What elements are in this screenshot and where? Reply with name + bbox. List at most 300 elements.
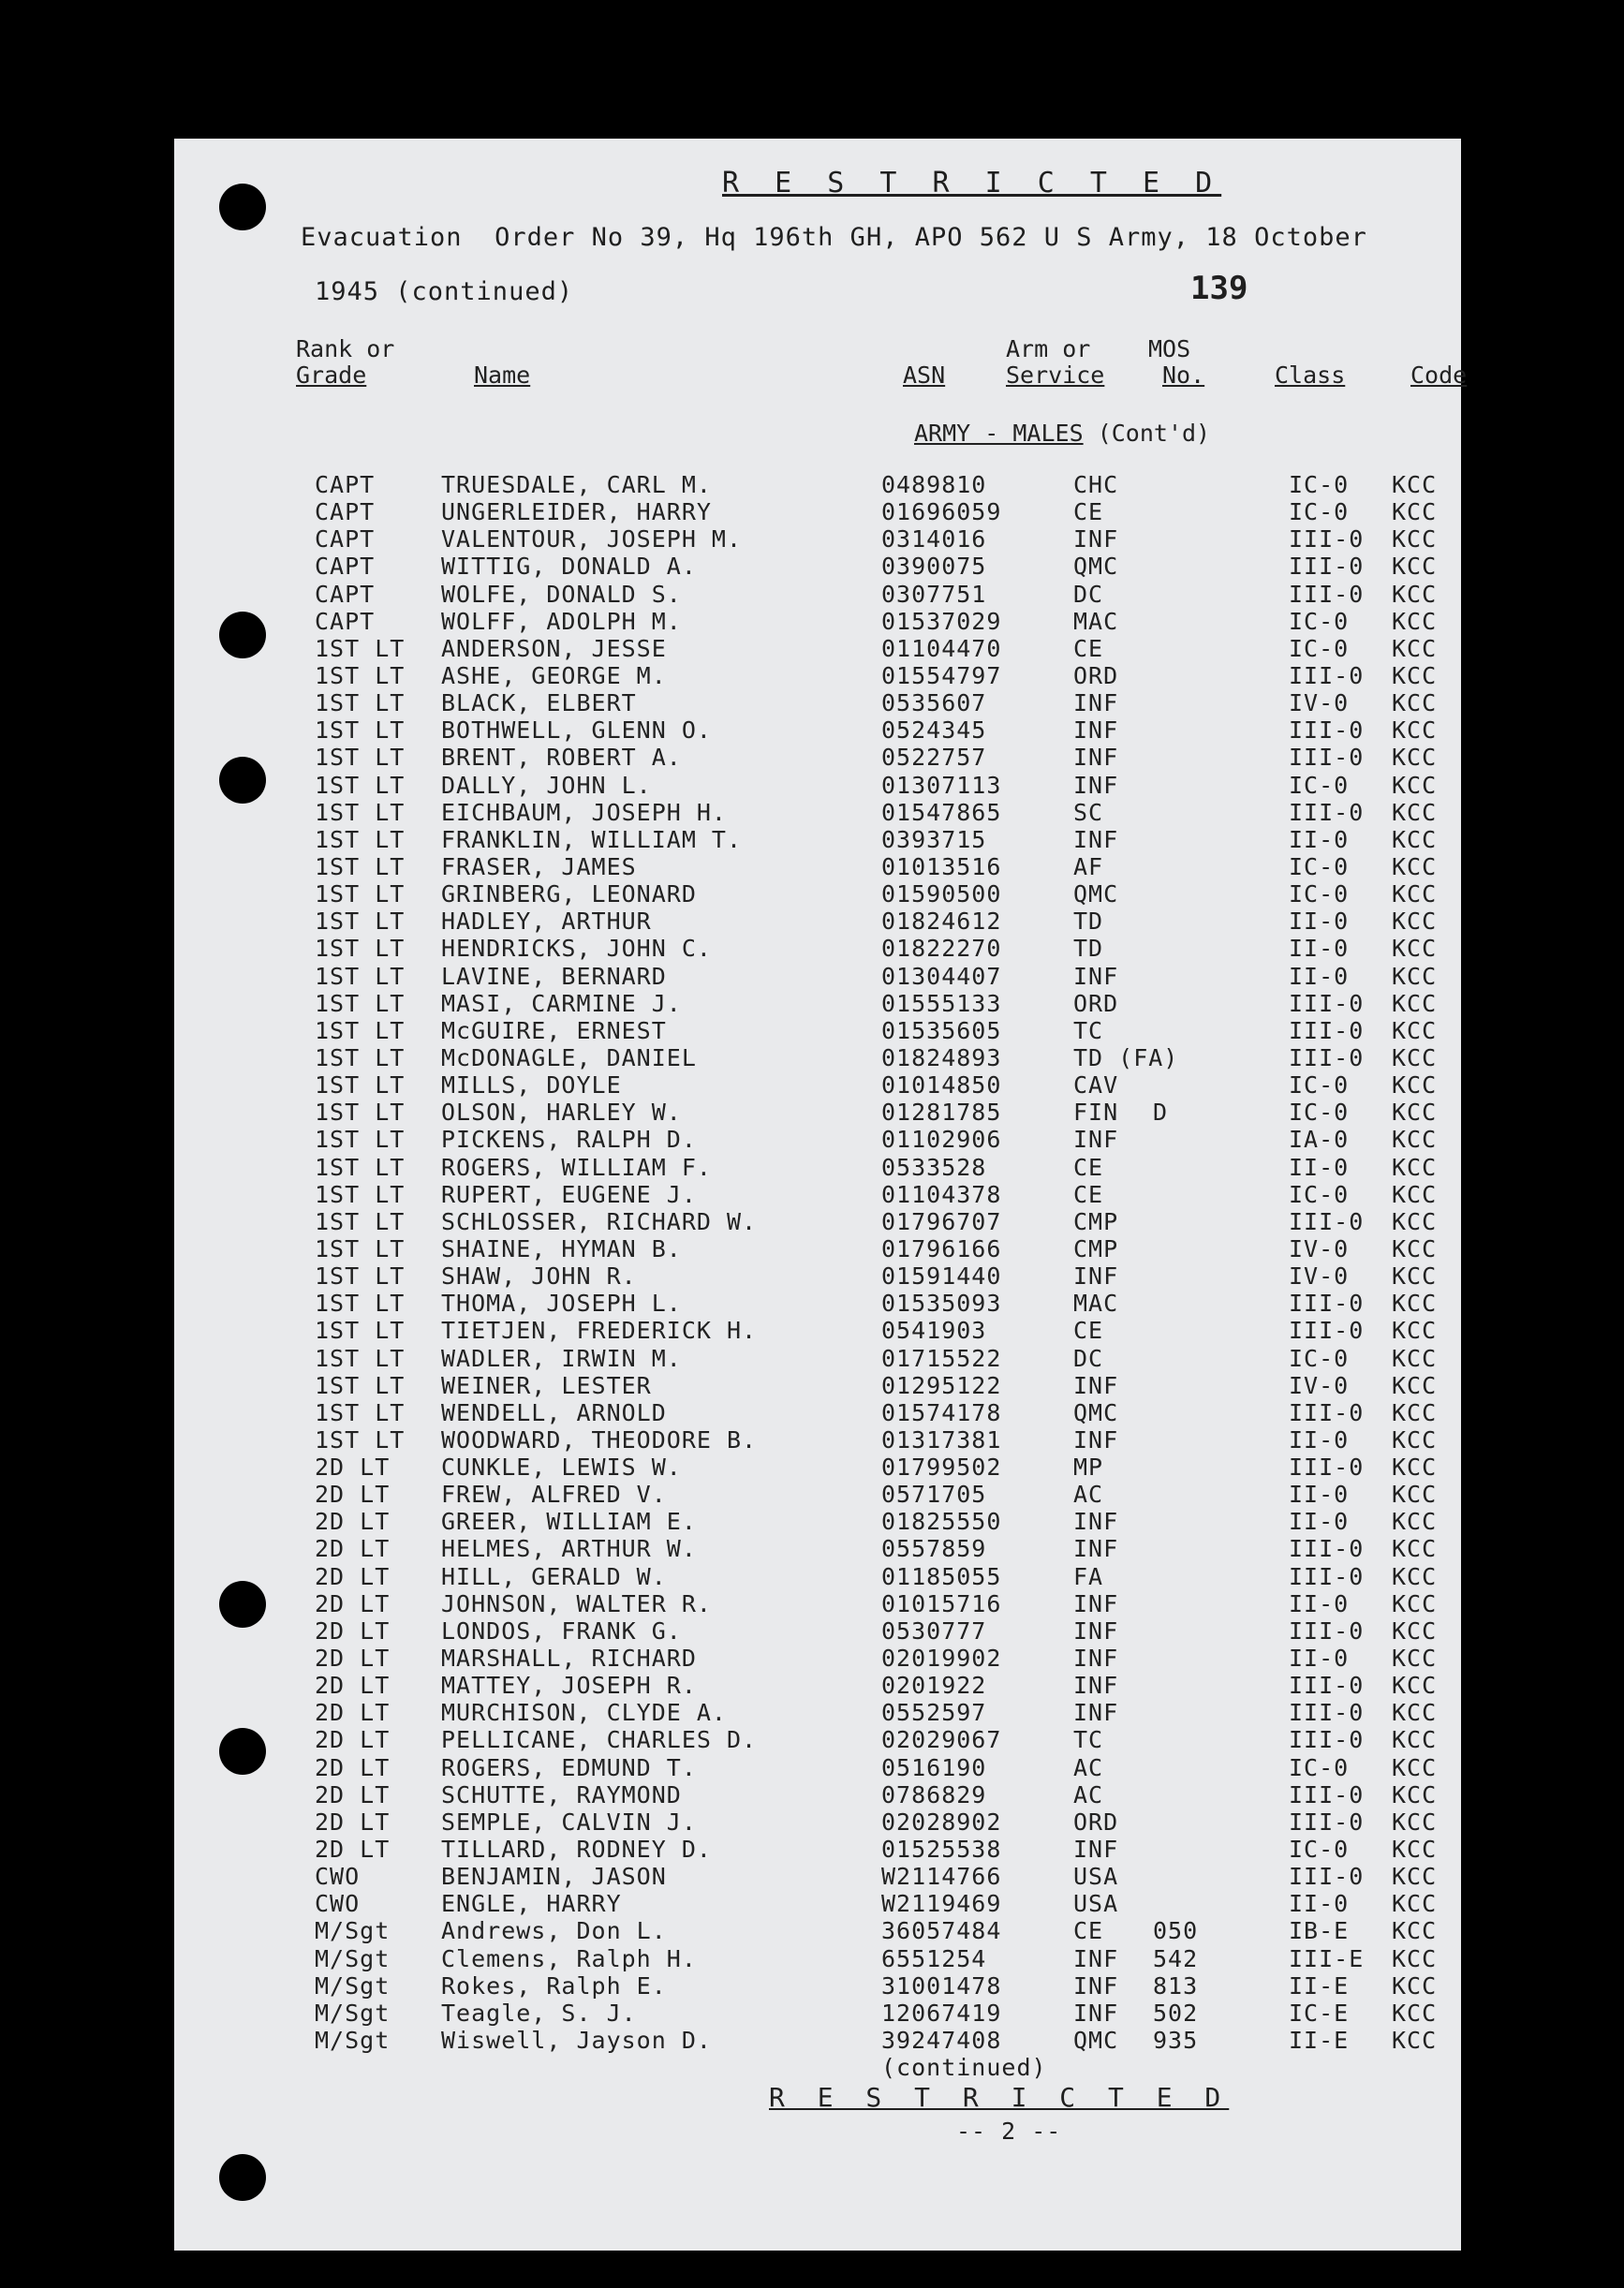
cell-class: II-0 [1289, 1890, 1350, 1918]
cell-code: KCC [1392, 1398, 1438, 1426]
cell-class: III-0 [1289, 1780, 1365, 1808]
cell-asn: 01104470 [881, 634, 1002, 662]
roster-table [174, 471, 1461, 2054]
cell-code: KCC [1392, 1890, 1438, 1918]
cell-asn: 39247408 [881, 2027, 1002, 2055]
cell-code: KCC [1392, 989, 1438, 1017]
table-row [174, 880, 1461, 908]
cell-arm: INF [1073, 1508, 1119, 1536]
cell-name: Clemens, Ralph H. [441, 1944, 697, 1972]
table-row [174, 1726, 1461, 1753]
cell-class: III-0 [1289, 580, 1365, 608]
cell-class: IC-0 [1289, 1180, 1350, 1208]
cell-class: IC-0 [1289, 852, 1350, 880]
cell-class: III-0 [1289, 1016, 1365, 1044]
table-row [174, 1508, 1461, 1535]
cell-rank: 1ST LT [315, 798, 406, 826]
table-row [174, 1590, 1461, 1617]
cell-asn: 01696059 [881, 498, 1002, 526]
cell-code: KCC [1392, 553, 1438, 581]
table-row [174, 1672, 1461, 1699]
cell-arm: INF [1073, 1371, 1119, 1399]
cell-rank: 2D LT [315, 1726, 391, 1754]
table-row [174, 935, 1461, 962]
cell-name: HENDRICKS, JOHN C. [441, 935, 712, 963]
cell-name: GRINBERG, LEONARD [441, 880, 697, 908]
header-name: Name [474, 362, 531, 389]
continued-note: (continued) [881, 2054, 1047, 2081]
cell-name: LAVINE, BERNARD [441, 962, 667, 990]
cell-mos: 542 [1153, 1944, 1199, 1972]
cell-asn: 0535607 [881, 689, 987, 717]
cell-name: RUPERT, EUGENE J. [441, 1180, 697, 1208]
cell-name: SCHUTTE, RAYMOND [441, 1780, 682, 1808]
header-class: Class [1275, 362, 1346, 389]
cell-code: KCC [1392, 1234, 1438, 1262]
cell-name: ROGERS, WILLIAM F. [441, 1153, 712, 1181]
cell-arm: INF [1073, 1999, 1119, 2027]
cell-class: III-0 [1289, 1699, 1365, 1727]
cell-code: KCC [1392, 2027, 1438, 2055]
cell-asn: 01574178 [881, 1398, 1002, 1426]
cell-code: KCC [1392, 634, 1438, 662]
cell-arm: TD (FA) [1073, 1043, 1179, 1071]
cell-class: III-0 [1289, 1672, 1365, 1700]
cell-asn: 01799502 [881, 1454, 1002, 1482]
cell-class: II-0 [1289, 1645, 1350, 1673]
cell-arm: CE [1073, 1153, 1104, 1181]
cell-code: KCC [1392, 852, 1438, 880]
cell-arm: QMC [1073, 1398, 1119, 1426]
cell-asn: 12067419 [881, 1999, 1002, 2027]
cell-arm: INF [1073, 1589, 1119, 1617]
table-row [174, 963, 1461, 990]
table-row [174, 1454, 1461, 1481]
table-row [174, 1017, 1461, 1044]
cell-class: III-0 [1289, 1454, 1365, 1482]
cell-class: II-0 [1289, 825, 1350, 853]
cell-rank: 1ST LT [315, 935, 406, 963]
cell-rank: 2D LT [315, 1699, 391, 1727]
cell-code: KCC [1392, 1944, 1438, 1972]
cell-class: III-0 [1289, 716, 1365, 745]
cell-asn: 0516190 [881, 1753, 987, 1781]
cell-code: KCC [1392, 1043, 1438, 1071]
cell-class: IB-E [1289, 1917, 1350, 1945]
cell-code: KCC [1392, 1999, 1438, 2027]
cell-class: III-0 [1289, 1535, 1365, 1563]
cell-rank: CAPT [315, 553, 376, 581]
table-row [174, 2027, 1461, 2054]
cell-name: HILL, GERALD W. [441, 1562, 667, 1590]
cell-rank: 1ST LT [315, 1016, 406, 1044]
cell-code: KCC [1392, 1454, 1438, 1482]
table-row [174, 1699, 1461, 1726]
cell-name: MATTEY, JOSEPH R. [441, 1672, 697, 1700]
cell-class: III-0 [1289, 1726, 1365, 1754]
cell-arm: CE [1073, 1917, 1104, 1945]
cell-name: WADLER, IRWIN M. [441, 1344, 682, 1372]
cell-class: III-0 [1289, 1043, 1365, 1071]
cell-class: III-0 [1289, 744, 1365, 772]
cell-asn: 01547865 [881, 798, 1002, 826]
cell-class: IC-0 [1289, 1071, 1350, 1100]
cell-name: GREER, WILLIAM E. [441, 1508, 697, 1536]
table-row [174, 1345, 1461, 1372]
cell-arm: CE [1073, 634, 1104, 662]
table-row [174, 908, 1461, 935]
cell-name: TRUESDALE, CARL M. [441, 471, 712, 498]
cell-class: IA-0 [1289, 1126, 1350, 1154]
cell-arm: INF [1073, 1944, 1119, 1972]
cell-rank: 1ST LT [315, 908, 406, 936]
classification-footer: R E S T R I C T E D [769, 2082, 1230, 2113]
cell-class: II-0 [1289, 935, 1350, 963]
section-label: ARMY - MALES (Cont'd) [914, 420, 1211, 447]
cell-name: ASHE, GEORGE M. [441, 661, 667, 689]
cell-arm: ORD [1073, 661, 1119, 689]
cell-class: III-0 [1289, 1398, 1365, 1426]
cell-asn: 0530777 [881, 1616, 987, 1645]
table-row [174, 1645, 1461, 1672]
cell-rank: 1ST LT [315, 1043, 406, 1071]
cell-name: DALLY, JOHN L. [441, 771, 652, 799]
cell-asn: 01102906 [881, 1126, 1002, 1154]
table-row [174, 1481, 1461, 1508]
cell-rank: 2D LT [315, 1808, 391, 1836]
table-row [174, 1317, 1461, 1344]
table-row [174, 1945, 1461, 1972]
cell-class: IC-0 [1289, 1836, 1350, 1864]
cell-arm: USA [1073, 1890, 1119, 1918]
cell-arm: TD [1073, 908, 1104, 936]
table-row [174, 772, 1461, 799]
header-rank: Rank or [296, 335, 395, 362]
cell-rank: 1ST LT [315, 1262, 406, 1291]
cell-asn: 01304407 [881, 962, 1002, 990]
cell-name: CUNKLE, LEWIS W. [441, 1454, 682, 1482]
cell-rank: 1ST LT [315, 1234, 406, 1262]
cell-name: JOHNSON, WALTER R. [441, 1589, 712, 1617]
cell-class: IC-0 [1289, 607, 1350, 635]
cell-code: KCC [1392, 1672, 1438, 1700]
cell-rank: 2D LT [315, 1672, 391, 1700]
cell-arm: INF [1073, 1126, 1119, 1154]
header-asn: ASN [903, 362, 946, 389]
cell-name: McGUIRE, ERNEST [441, 1016, 667, 1044]
cell-class: IC-0 [1289, 1099, 1350, 1127]
cell-class: IC-0 [1289, 1344, 1350, 1372]
cell-name: McDONAGLE, DANIEL [441, 1043, 697, 1071]
table-row [174, 853, 1461, 880]
cell-asn: 01590500 [881, 880, 1002, 908]
cell-asn: 31001478 [881, 1971, 1002, 2000]
cell-name: Teagle, S. J. [441, 1999, 637, 2027]
cell-asn: 01185055 [881, 1562, 1002, 1590]
cell-arm: CE [1073, 1180, 1104, 1208]
cell-arm: AC [1073, 1481, 1104, 1509]
table-row [174, 1563, 1461, 1590]
cell-class: IV-0 [1289, 1234, 1350, 1262]
cell-rank: 1ST LT [315, 1344, 406, 1372]
cell-class: II-E [1289, 2027, 1350, 2055]
table-row [174, 990, 1461, 1017]
cell-asn: 01535605 [881, 1016, 1002, 1044]
cell-name: VALENTOUR, JOSEPH M. [441, 525, 743, 554]
cell-asn: 01822270 [881, 935, 1002, 963]
cell-code: KCC [1392, 1016, 1438, 1044]
cell-arm: INF [1073, 744, 1119, 772]
cell-rank: 1ST LT [315, 880, 406, 908]
table-row [174, 826, 1461, 853]
cell-rank: M/Sgt [315, 2027, 391, 2055]
cell-code: KCC [1392, 1917, 1438, 1945]
cell-code: KCC [1392, 716, 1438, 745]
punch-hole [219, 184, 266, 230]
cell-code: KCC [1392, 1808, 1438, 1836]
cell-rank: 1ST LT [315, 1371, 406, 1399]
cell-class: IC-0 [1289, 880, 1350, 908]
cell-class: II-0 [1289, 962, 1350, 990]
cell-name: FRANKLIN, WILLIAM T. [441, 825, 743, 853]
cell-arm: DC [1073, 1344, 1104, 1372]
cell-class: IV-0 [1289, 1371, 1350, 1399]
table-row [174, 1617, 1461, 1645]
cell-name: ANDERSON, JESSE [441, 634, 667, 662]
cell-arm: FIN [1073, 1099, 1119, 1127]
cell-code: KCC [1392, 1589, 1438, 1617]
header-mos: MOS [1148, 335, 1191, 362]
table-row [174, 1535, 1461, 1562]
cell-class: II-0 [1289, 1508, 1350, 1536]
cell-rank: 2D LT [315, 1589, 391, 1617]
cell-rank: 2D LT [315, 1454, 391, 1482]
cell-code: KCC [1392, 1425, 1438, 1454]
table-row [174, 525, 1461, 553]
document-page [174, 139, 1468, 2251]
order-title-continued: 1945 (continued) [315, 277, 574, 306]
header-arm: Arm or [1006, 335, 1091, 362]
cell-rank: CAPT [315, 580, 376, 608]
cell-rank: 1ST LT [315, 689, 406, 717]
cell-code: KCC [1392, 1290, 1438, 1318]
cell-asn: 01104378 [881, 1180, 1002, 1208]
cell-rank: 1ST LT [315, 1071, 406, 1100]
cell-class: II-0 [1289, 1589, 1350, 1617]
table-row [174, 1917, 1461, 1944]
cell-name: Rokes, Ralph E. [441, 1971, 667, 2000]
cell-code: KCC [1392, 1317, 1438, 1345]
cell-rank: 2D LT [315, 1645, 391, 1673]
cell-asn: 01013516 [881, 852, 1002, 880]
cell-name: WEINER, LESTER [441, 1371, 652, 1399]
cell-rank: 1ST LT [315, 661, 406, 689]
cell-name: THOMA, JOSEPH L. [441, 1290, 682, 1318]
cell-rank: 1ST LT [315, 1425, 406, 1454]
cell-rank: 1ST LT [315, 1290, 406, 1318]
table-row [174, 553, 1461, 580]
cell-rank: 2D LT [315, 1562, 391, 1590]
table-row [174, 1154, 1461, 1181]
header-service: Service [1006, 362, 1105, 389]
cell-rank: 1ST LT [315, 852, 406, 880]
cell-arm: TD [1073, 935, 1104, 963]
cell-class: IV-0 [1289, 689, 1350, 717]
cell-asn: 36057484 [881, 1917, 1002, 1945]
cell-rank: CAPT [315, 607, 376, 635]
cell-code: KCC [1392, 580, 1438, 608]
cell-arm: CE [1073, 498, 1104, 526]
cell-arm: INF [1073, 771, 1119, 799]
cell-rank: 1ST LT [315, 1180, 406, 1208]
cell-rank: 2D LT [315, 1481, 391, 1509]
cell-class: IV-0 [1289, 1262, 1350, 1291]
cell-code: KCC [1392, 908, 1438, 936]
table-row [174, 716, 1461, 744]
cell-arm: INF [1073, 1699, 1119, 1727]
cell-name: TIETJEN, FREDERICK H. [441, 1317, 758, 1345]
cell-code: KCC [1392, 525, 1438, 554]
cell-code: KCC [1392, 1699, 1438, 1727]
cell-code: KCC [1392, 1645, 1438, 1673]
cell-code: KCC [1392, 471, 1438, 498]
cell-asn: 01295122 [881, 1371, 1002, 1399]
cell-class: III-0 [1289, 798, 1365, 826]
cell-class: IC-0 [1289, 498, 1350, 526]
table-row [174, 1808, 1461, 1836]
cell-rank: 1ST LT [315, 716, 406, 745]
table-row [174, 744, 1461, 771]
cell-code: KCC [1392, 1207, 1438, 1235]
cell-asn: 0393715 [881, 825, 987, 853]
cell-code: KCC [1392, 498, 1438, 526]
table-row [174, 1290, 1461, 1317]
cell-code: KCC [1392, 1126, 1438, 1154]
cell-name: PELLICANE, CHARLES D. [441, 1726, 758, 1754]
cell-asn: 01525538 [881, 1836, 1002, 1864]
cell-asn: 01554797 [881, 661, 1002, 689]
cell-arm: INF [1073, 962, 1119, 990]
cell-rank: 1ST LT [315, 1317, 406, 1345]
cell-class: II-0 [1289, 908, 1350, 936]
cell-asn: 0541903 [881, 1317, 987, 1345]
table-row [174, 689, 1461, 716]
cell-arm: TC [1073, 1726, 1104, 1754]
cell-rank: 2D LT [315, 1535, 391, 1563]
cell-asn: 01591440 [881, 1262, 1002, 1291]
cell-name: SHAINE, HYMAN B. [441, 1234, 682, 1262]
cell-code: KCC [1392, 1180, 1438, 1208]
cell-asn: 01535093 [881, 1290, 1002, 1318]
cell-name: WOODWARD, THEODORE B. [441, 1425, 758, 1454]
table-row [174, 608, 1461, 635]
cell-class: III-0 [1289, 1616, 1365, 1645]
cell-asn: 0307751 [881, 580, 987, 608]
cell-mos: D [1153, 1099, 1169, 1127]
cell-arm: USA [1073, 1863, 1119, 1891]
cell-rank: 1ST LT [315, 989, 406, 1017]
cell-class: III-0 [1289, 1207, 1365, 1235]
cell-class: IC-0 [1289, 1753, 1350, 1781]
cell-asn: 01537029 [881, 607, 1002, 635]
order-title: Evacuation Order No 39, Hq 196th GH, APO 562 U S Army, 18 October [301, 223, 1367, 252]
cell-rank: 2D LT [315, 1753, 391, 1781]
cell-asn: 0533528 [881, 1153, 987, 1181]
cell-code: KCC [1392, 744, 1438, 772]
cell-rank: 1ST LT [315, 1153, 406, 1181]
cell-arm: CAV [1073, 1071, 1119, 1100]
cell-rank: 1ST LT [315, 962, 406, 990]
cell-rank: CWO [315, 1863, 361, 1891]
cell-asn: 02028902 [881, 1808, 1002, 1836]
cell-asn: 0557859 [881, 1535, 987, 1563]
cell-arm: CMP [1073, 1234, 1119, 1262]
cell-code: KCC [1392, 1508, 1438, 1536]
cell-arm: CMP [1073, 1207, 1119, 1235]
cell-arm: DC [1073, 580, 1104, 608]
cell-name: ENGLE, HARRY [441, 1890, 622, 1918]
cell-rank: M/Sgt [315, 1999, 391, 2027]
table-row [174, 1126, 1461, 1153]
table-row [174, 2000, 1461, 2027]
cell-arm: INF [1073, 825, 1119, 853]
cell-arm: INF [1073, 1262, 1119, 1291]
table-row [174, 1836, 1461, 1863]
cell-name: BOTHWELL, GLENN O. [441, 716, 712, 745]
cell-arm: INF [1073, 689, 1119, 717]
cell-asn: 0552597 [881, 1699, 987, 1727]
page-footer: -- 2 -- [956, 2118, 1062, 2145]
cell-name: TILLARD, RODNEY D. [441, 1836, 712, 1864]
cell-rank: 1ST LT [315, 1398, 406, 1426]
cell-rank: CAPT [315, 471, 376, 498]
cell-code: KCC [1392, 661, 1438, 689]
cell-arm: AC [1073, 1780, 1104, 1808]
cell-code: KCC [1392, 1836, 1438, 1864]
cell-asn: 01014850 [881, 1071, 1002, 1100]
cell-asn: 01824612 [881, 908, 1002, 936]
table-row [174, 1972, 1461, 2000]
cell-rank: 1ST LT [315, 1099, 406, 1127]
cell-code: KCC [1392, 1481, 1438, 1509]
cell-name: Andrews, Don L. [441, 1917, 667, 1945]
cell-name: SCHLOSSER, RICHARD W. [441, 1207, 758, 1235]
cell-rank: M/Sgt [315, 1971, 391, 2000]
cell-asn: 6551254 [881, 1944, 987, 1972]
cell-class: IC-0 [1289, 471, 1350, 498]
cell-name: EICHBAUM, JOSEPH H. [441, 798, 727, 826]
cell-arm: AC [1073, 1753, 1104, 1781]
cell-rank: CAPT [315, 525, 376, 554]
table-row [174, 1863, 1461, 1890]
cell-rank: M/Sgt [315, 1917, 391, 1945]
cell-asn: 01317381 [881, 1425, 1002, 1454]
cell-class: III-0 [1289, 661, 1365, 689]
cell-arm: CHC [1073, 471, 1119, 498]
cell-rank: 2D LT [315, 1836, 391, 1864]
cell-code: KCC [1392, 1099, 1438, 1127]
cell-code: KCC [1392, 825, 1438, 853]
cell-code: KCC [1392, 880, 1438, 908]
table-row [174, 1071, 1461, 1099]
cell-name: MILLS, DOYLE [441, 1071, 622, 1100]
header-mos-no: No. [1162, 362, 1205, 389]
cell-arm: QMC [1073, 2027, 1119, 2055]
cell-rank: M/Sgt [315, 1944, 391, 1972]
cell-class: IC-0 [1289, 634, 1350, 662]
cell-arm: MAC [1073, 607, 1119, 635]
cell-name: WENDELL, ARNOLD [441, 1398, 667, 1426]
